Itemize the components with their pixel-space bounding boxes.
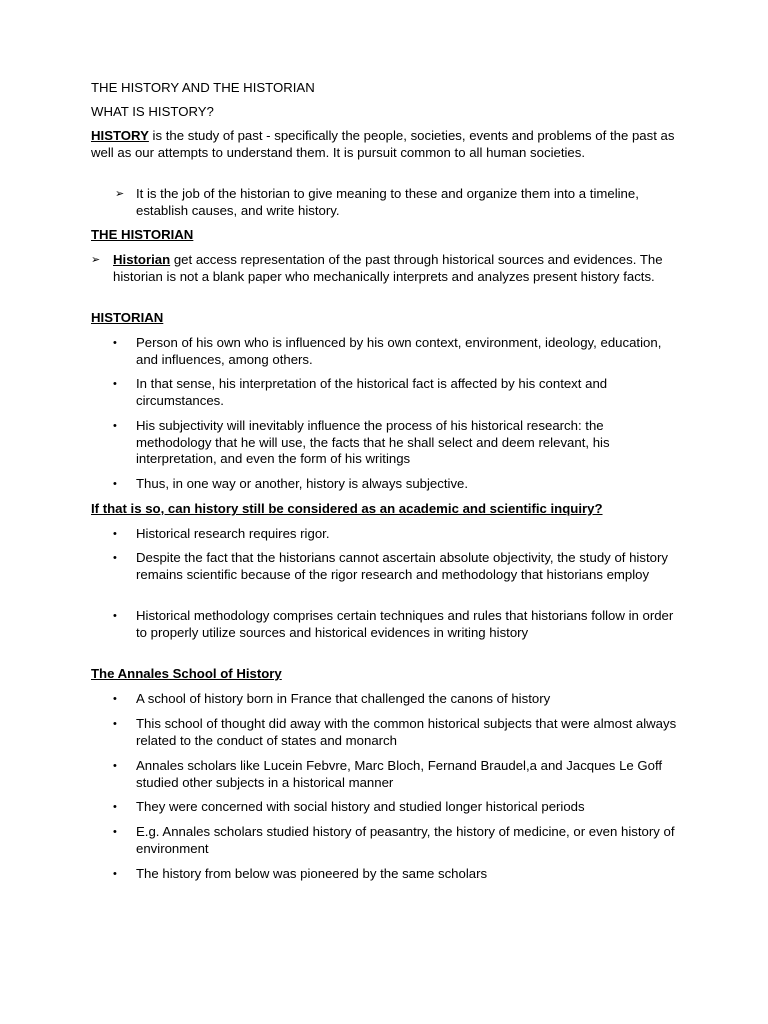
history-definition-text: is the study of past - specifically the people, societies, events and problems of the past as well as our attempts to understand them. It is pursuit common to all human societies. — [91, 128, 675, 160]
bullet-icon: • — [113, 693, 117, 705]
annales-heading: The Annales School of History — [91, 666, 282, 681]
list-item-text: Annales scholars like Lucein Febvre, Marc Bloch, Fernand Braudel,a and Jacques Le Goff studied other subjects in a historical manner — [136, 758, 663, 790]
list-item-text: In that sense, his interpretation of the historical fact is affected by his context and circumstances. — [136, 376, 608, 408]
list-item-text: Person of his own who is influenced by his own context, environment, ideology, education, and influences, among others. — [136, 335, 662, 367]
bullet-icon: • — [113, 718, 117, 730]
bullet-icon: • — [113, 528, 117, 540]
list-item-text: E.g. Annales scholars studied history of peasantry, the history of medicine, or even history of environment — [136, 824, 675, 856]
historian-term: Historian — [113, 252, 171, 267]
history-definition — [91, 128, 676, 161]
list-item-text: Despite the fact that the historians cannot ascertain absolute objectivity, the study of history remains scientific because of the rigor research and methodology that historians employ — [136, 550, 668, 582]
bullet-icon: • — [113, 826, 117, 838]
the-historian-heading: THE HISTORIAN — [91, 227, 194, 242]
list-item-text: His subjectivity will inevitably influence the process of his historical research: the methodology that he will use, the facts that he shall select and deem relevant, his interpretation, and even the form of his writings — [136, 418, 610, 467]
list-item-text: Historical research requires rigor. — [136, 526, 330, 541]
list-item-text: It is the job of the historian to give meaning to these and organize them into a timeline, establish causes, and write history. — [136, 186, 639, 218]
inquiry-heading: If that is so, can history still be considered as an academic and scientific inquiry? — [91, 501, 603, 516]
bullet-icon: • — [113, 610, 117, 622]
historian-heading: HISTORIAN — [91, 310, 164, 325]
bullet-icon: • — [113, 337, 117, 349]
bullet-icon: • — [113, 760, 117, 772]
historian-description — [113, 252, 678, 285]
bullet-icon: • — [113, 420, 117, 432]
bullet-icon: • — [113, 378, 117, 390]
document-title: THE HISTORY AND THE HISTORIAN — [91, 80, 315, 95]
arrow-bullet-icon: ➢ — [91, 254, 101, 266]
list-item-text: A school of history born in France that challenged the canons of history — [136, 691, 551, 706]
bullet-icon: • — [113, 868, 117, 880]
list-item-text: This school of thought did away with the common historical subjects that were almost always related to the conduct of states and monarch — [136, 716, 677, 748]
list-item-text: Historical methodology comprises certain techniques and rules that historians follow in order to properly utilize sources and historical evidences in writing history — [136, 608, 674, 640]
historian-description-text: get access representation of the past through historical sources and evidences. The historian is not a blank paper who mechanically interprets and analyzes present history facts. — [113, 252, 663, 284]
bullet-icon: • — [113, 478, 117, 490]
bullet-icon: • — [113, 552, 117, 564]
history-term: HISTORY — [91, 128, 149, 143]
what-is-history-heading: WHAT IS HISTORY? — [91, 104, 214, 119]
bullet-icon: • — [113, 801, 117, 813]
list-item-text: They were concerned with social history and studied longer historical periods — [136, 799, 585, 814]
list-item-text: The history from below was pioneered by the same scholars — [136, 866, 488, 881]
list-item-text: Thus, in one way or another, history is always subjective. — [136, 476, 469, 491]
arrow-bullet-icon: ➢ — [115, 188, 125, 200]
